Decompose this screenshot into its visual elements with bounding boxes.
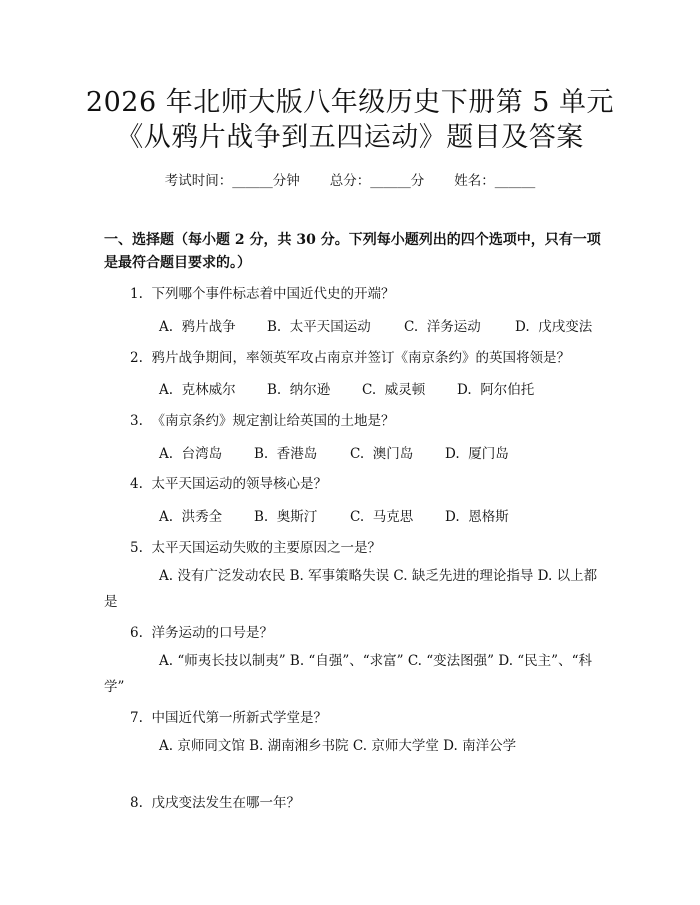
student-name-label: 姓名： [454,173,495,189]
exam-info-row [0,169,700,189]
student-name-blank: ______ [494,173,536,189]
exam-time-label: 考试时间： [164,173,233,189]
option-a: A. 鸦片战争 [159,319,236,335]
question-2: 2. 鸦片战争期间，率领英军攻占南京并签订《南京条约》的英国将领是？ [130,350,570,366]
question-6: 6. 洋务运动的口号是？ [130,625,273,641]
option-c: C. 洋务运动 [404,319,481,335]
option-b: B. 太平天国运动 [267,319,371,335]
question-5: 5. 太平天国运动失败的主要原因之一是？ [130,540,381,556]
exam-time-blank: ______ [232,173,273,189]
document-title-line1: 2026 年北师大版八年级历史下册第 5 单元 [85,87,615,118]
option-d: D. 厦门岛 [445,446,509,462]
total-score-label: 总分： [329,173,371,189]
option-a: A. 克林威尔 [159,382,236,398]
question-5-options: A. 没有广泛发动农民 B. 军事策略失误 C. 缺乏先进的理论指导 D. 以上都是 [104,568,598,610]
option-c: C. 威灵顿 [362,382,426,398]
question-4: 4. 太平天国运动的领导核心是？ [130,476,327,492]
option-c: C. 马克思 [350,509,414,525]
question-8: 8. 戊戌变法发生在哪一年？ [130,795,300,811]
option-a: A. 台湾岛 [159,446,223,462]
question-7: 7. 中国近代第一所新式学堂是？ [130,710,327,726]
question-7-options: A. 京师同文馆 B. 湖南湘乡书院 C. 京师大学堂 D. 南洋公学 [159,738,517,754]
option-c: C. 澳门岛 [350,446,414,462]
question-1: 1. 下列哪个事件标志着中国近代史的开端？ [130,286,395,302]
total-score-unit: 分 [410,173,425,189]
question-3-options [159,442,509,462]
section-heading-multiple-choice: 一、选择题（每小题 2 分，共 30 分。下列每小题列出的四个选项中，只有一项是最符合题目要求的。） [104,232,601,271]
option-d: D. 戊戌变法 [515,319,593,335]
total-score-blank: ______ [370,173,411,189]
exam-time-unit: 分钟 [272,173,300,189]
option-a: A. 洪秀全 [159,509,223,525]
question-4-options [159,505,509,525]
option-d: D. 阿尔伯托 [457,382,535,398]
option-b: B. 香港岛 [254,446,318,462]
question-3: 3. 《南京条约》规定割让给英国的土地是？ [130,413,395,429]
document-title-line2: 《从鸦片战争到五四运动》题目及答案 [116,122,584,153]
question-6-options: A. “师夷长技以制夷” B. “自强”、“求富” C. “变法图强” D. “民主”、“科学” [104,653,592,695]
option-b: B. 奥斯汀 [254,509,318,525]
question-1-options [159,315,592,335]
option-d: D. 恩格斯 [445,509,509,525]
question-2-options [159,378,534,398]
option-b: B. 纳尔逊 [267,382,331,398]
